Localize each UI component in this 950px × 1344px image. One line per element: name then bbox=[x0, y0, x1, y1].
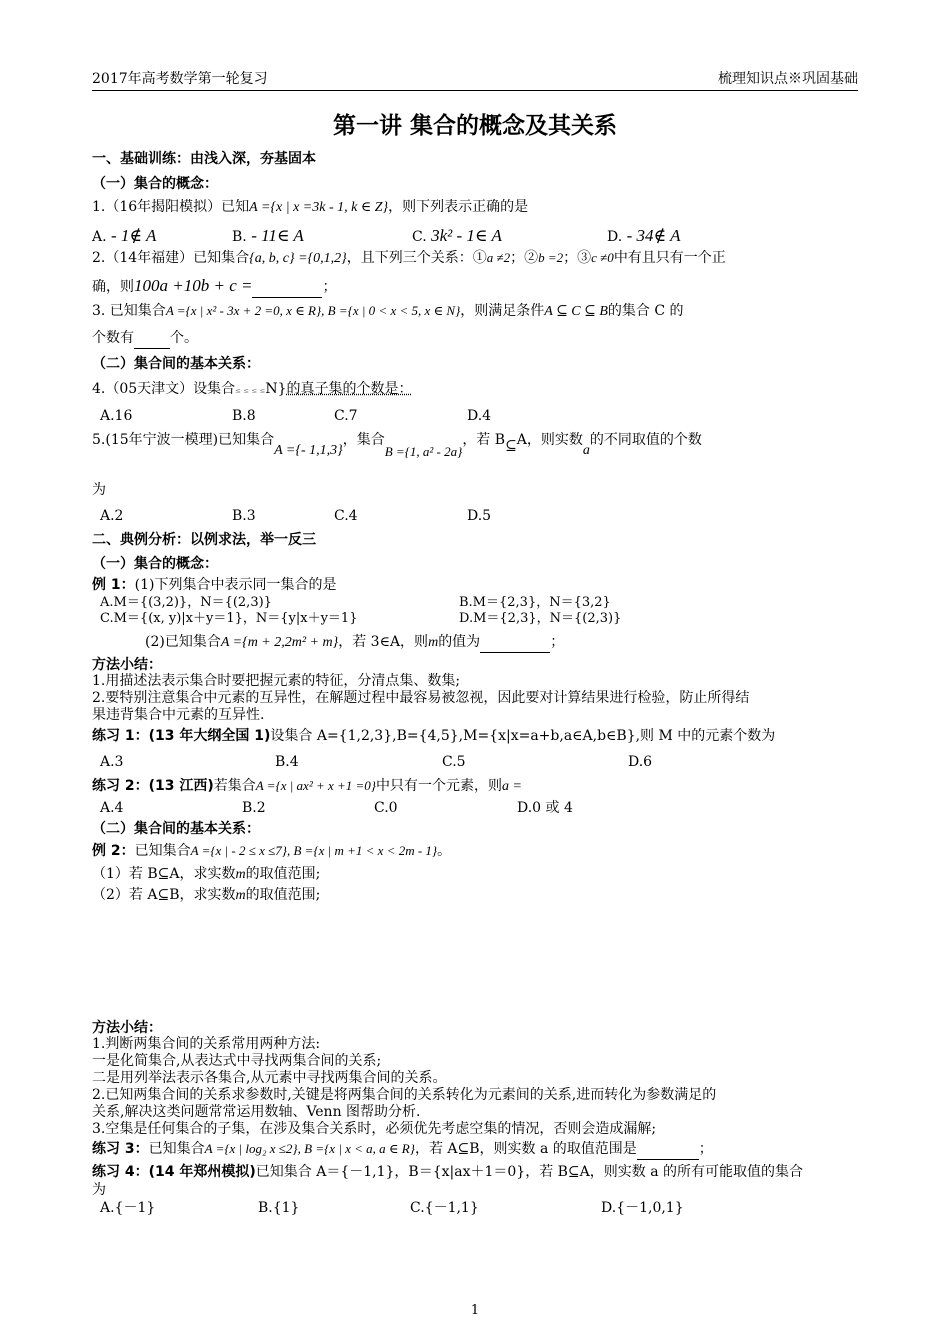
practice-3: 练习 3：已知集合A ={x | log₂ x ≤2}, B ={x | x < a, a ∈ R}，若 A⊆B，则实数 a 的取值范围是 ； bbox=[92, 1141, 862, 1160]
section-2-sub-2: （二）集合间的基本关系： bbox=[92, 821, 260, 837]
page-header bbox=[92, 66, 858, 91]
example-1-part-2: (2)已知集合A ={m + 2,2m² + m}，若 3∈A，则m的值为 ； bbox=[145, 634, 915, 653]
section-2-sub-1: （一）集合的概念： bbox=[92, 556, 218, 572]
answer-blank[interactable] bbox=[480, 634, 550, 653]
method-summary-1-line-2: 2.要特别注意集合中元素的互异性，在解题过程中最容易被忽视，因此要对计算结果进行检验，防止所得结 bbox=[92, 690, 750, 706]
method-summary-2-line-6: 3.空集是任何集合的子集，在涉及集合关系时，必须优先考虑空集的情况，否则会造成漏解; bbox=[92, 1121, 657, 1137]
question-2-line-2: 确，则100a +10b + c = ； bbox=[92, 275, 862, 298]
method-summary-2-line-3: 二是用列举法表示各集合,从元素中寻找两集合间的关系。 bbox=[92, 1070, 447, 1086]
question-2-line-1: 2.（14年福建）已知集合{a, b, c} ={0,1,2}，且下列三个关系：①a ≠2；②b =2；③c ≠0中有且只有一个正 bbox=[92, 250, 726, 266]
section-2-heading: 二、典例分析：以例求法，举一反三 bbox=[92, 532, 316, 548]
question-5-line-2: 为 bbox=[92, 482, 106, 498]
question-1: 1.（16年揭阳模拟）已知A ={x | x =3k - 1, k ∈ Z}，则下列表示正确的是 bbox=[92, 199, 529, 215]
section-1-sub-2: （二）集合间的基本关系： bbox=[92, 356, 260, 372]
method-summary-1-line-1: 1.用描述法表示集合时要把握元素的特征，分清点集、数集; bbox=[92, 673, 461, 689]
example-2-part-1: （1）若 B⊆A，求实数m的取值范围; bbox=[92, 866, 321, 882]
question-5-line-1: 5.(15年宁波一模理)已知集合A ={- 1,1,3}，集合B ={1, a² - 2a}，若 B⊆A，则实数a的不同取值的个数 bbox=[92, 432, 702, 459]
practice-1: 练习 1：(13 年大纲全国 1)设集合 A={1,2,3},B={4,5},M={x|x=a+b,a∈A,b∈B},则 M 中的元素个数为 bbox=[92, 728, 776, 744]
question-1-options: A. - 1∉ A B. - 11∈ A C. 3k² - 1∈ A D. - 34∉ A bbox=[92, 226, 681, 245]
answer-blank[interactable] bbox=[252, 279, 322, 298]
question-4-options: A.16 B.8 C.7 D.4 bbox=[100, 408, 492, 424]
question-5-options: A.2 B.3 C.4 D.5 bbox=[100, 508, 492, 524]
practice-4-line-2: 为 bbox=[92, 1182, 106, 1198]
header-left: 2017年高考数学第一轮复习 bbox=[92, 71, 268, 87]
answer-blank[interactable] bbox=[637, 1141, 699, 1160]
method-summary-2-line-5: 关系,解决这类问题常常运用数轴、Venn 图帮助分析. bbox=[92, 1104, 421, 1120]
method-summary-2-line-2: 一是化简集合,从表达式中寻找两集合间的关系; bbox=[92, 1053, 382, 1069]
practice-4-options: A.{－1} B.{1} C.{－1,1} D.{－1,0,1} bbox=[100, 1200, 684, 1216]
example-1-options-row-2: C.M＝{(x, y)|x＋y＝1}，N＝{y|x＋y＝1} D.M＝{2,3}，N＝{(2,3)} bbox=[100, 611, 622, 626]
method-summary-2-title: 方法小结： bbox=[92, 1020, 162, 1036]
page-title: 第一讲 集合的概念及其关系 bbox=[332, 113, 617, 139]
garbled-set-image: ≤ ≤ ≤ ≤ bbox=[235, 387, 266, 395]
question-3-line-1: 3. 已知集合A ={x | x² - 3x + 2 =0, x ∈ R}, B ={x | 0 < x < 5, x ∈ N}，则满足条件A ⊆ C ⊆ B的集合 C 的 bbox=[92, 303, 684, 319]
example-2: 例 2：已知集合A ={x | - 2 ≤ x ≤7}, B ={x | m +1 < x < 2m - 1}。 bbox=[92, 843, 452, 859]
question-3-line-2: 个数有 个。 bbox=[92, 330, 862, 349]
page-number: 1 bbox=[470, 1303, 480, 1318]
practice-1-options: A.3 B.4 C.5 D.6 bbox=[100, 754, 653, 770]
method-summary-1-line-3: 果违背集合中元素的互异性. bbox=[92, 707, 265, 723]
method-summary-1-title: 方法小结： bbox=[92, 657, 162, 673]
practice-2: 练习 2：(13 江西)若集合A ={x | ax² + x +1 =0}中只有一个元素，则a = bbox=[92, 778, 522, 794]
question-4: 4.（05天津文）设集合≤ ≤ ≤ ≤N}的真子集的个数是： bbox=[92, 381, 413, 397]
example-1-options-row-1: A.M＝{(3,2)}，N＝{(2,3)} B.M＝{2,3}，N＝{3,2} bbox=[100, 595, 611, 610]
method-summary-2-line-1: 1.判断两集合间的关系常用两种方法: bbox=[92, 1036, 321, 1052]
example-1: 例 1：(1)下列集合中表示同一集合的是 bbox=[92, 577, 337, 593]
section-1-heading: 一、基础训练：由浅入深，夯基固本 bbox=[92, 151, 316, 167]
header-right: 梳理知识点※巩固基础 bbox=[718, 71, 858, 87]
method-summary-2-line-4: 2.已知两集合间的关系求参数时,关键是将两集合间的关系转化为元素间的关系,进而转化为参数满足的 bbox=[92, 1087, 717, 1103]
practice-4: 练习 4：(14 年郑州模拟)已知集合 A＝{－1,1}，B＝{x|ax＋1＝0}，若 B⊆A，则实数 a 的所有可能取值的集合 bbox=[92, 1164, 804, 1180]
practice-2-options: A.4 B.2 C.0 D.0 或 4 bbox=[100, 800, 573, 816]
section-1-sub-1: （一）集合的概念： bbox=[92, 176, 218, 192]
example-2-part-2: （2）若 A⊆B，求实数m的取值范围; bbox=[92, 887, 321, 903]
answer-blank[interactable] bbox=[134, 330, 170, 349]
